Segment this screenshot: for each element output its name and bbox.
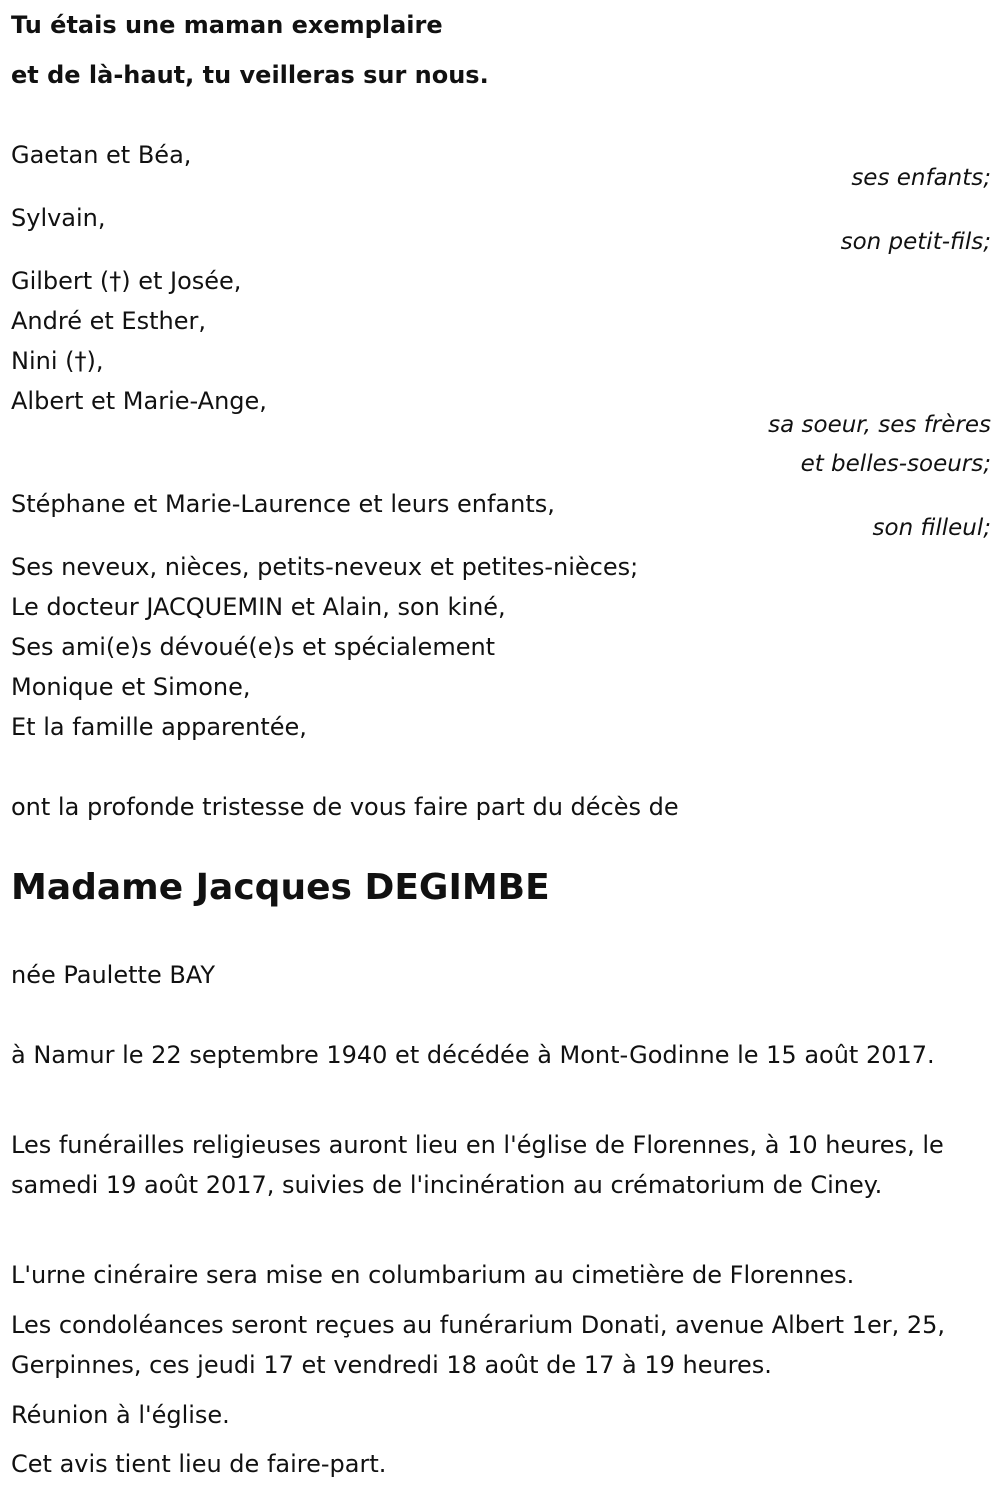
urn-paragraph: L'urne cinéraire sera mise en columbarium au cimetière de Florennes. xyxy=(11,1261,855,1289)
grandson-relation: son petit-fils; xyxy=(840,229,991,255)
other-mourners-line: Ses neveux, nièces, petits-neveux et petites-nièces; xyxy=(11,553,639,581)
other-mourners-line: Ses ami(e)s dévoué(e)s et spécialement xyxy=(11,633,496,661)
sibling-line: Albert et Marie-Ange, xyxy=(11,387,267,415)
notice-paragraph: Cet avis tient lieu de faire-part. xyxy=(11,1450,387,1478)
other-mourners-line: Et la famille apparentée, xyxy=(11,713,307,741)
birth-name: née Paulette BAY xyxy=(11,961,216,989)
children-relation: ses enfants; xyxy=(851,165,991,191)
intro-line-1: Tu étais une maman exemplaire xyxy=(11,11,443,39)
announcement-text: ont la profonde tristesse de vous faire part du décès de xyxy=(11,793,679,821)
obituary-notice xyxy=(11,0,991,1498)
children-names: Gaetan et Béa, xyxy=(11,141,192,169)
sibling-line: André et Esther, xyxy=(11,307,206,335)
birth-death-paragraph: à Namur le 22 septembre 1940 et décédée à Mont-Godinne le 15 août 2017. xyxy=(11,1041,935,1069)
other-mourners-line: Le docteur JACQUEMIN et Alain, son kiné, xyxy=(11,593,506,621)
other-mourners-line: Monique et Simone, xyxy=(11,673,251,701)
deceased-name: Madame Jacques DEGIMBE xyxy=(11,867,550,908)
godson-names: Stéphane et Marie-Laurence et leurs enfants, xyxy=(11,490,555,518)
condolences-paragraph: Les condoléances seront reçues au funérarium Donati, avenue Albert 1er, 25, Gerpinnes, ces jeudi 17 et vendredi 18 août de 17 à 19 heures. xyxy=(11,1311,945,1379)
siblings-relation-line-1: sa soeur, ses frères xyxy=(768,412,991,438)
intro-line-2: et de là-haut, tu veilleras sur nous. xyxy=(11,61,489,89)
godson-relation: son filleul; xyxy=(872,515,991,541)
grandson-name: Sylvain, xyxy=(11,204,106,232)
funeral-paragraph: Les funérailles religieuses auront lieu en l'église de Florennes, à 10 heures, le samedi 19 août 2017, suivies de l'incinération au crématorium de Ciney. xyxy=(11,1131,944,1199)
gathering-paragraph: Réunion à l'église. xyxy=(11,1401,230,1429)
sibling-line: Gilbert (†) et Josée, xyxy=(11,267,242,295)
siblings-relation-line-2: et belles-soeurs; xyxy=(800,451,991,477)
sibling-line: Nini (†), xyxy=(11,347,104,375)
